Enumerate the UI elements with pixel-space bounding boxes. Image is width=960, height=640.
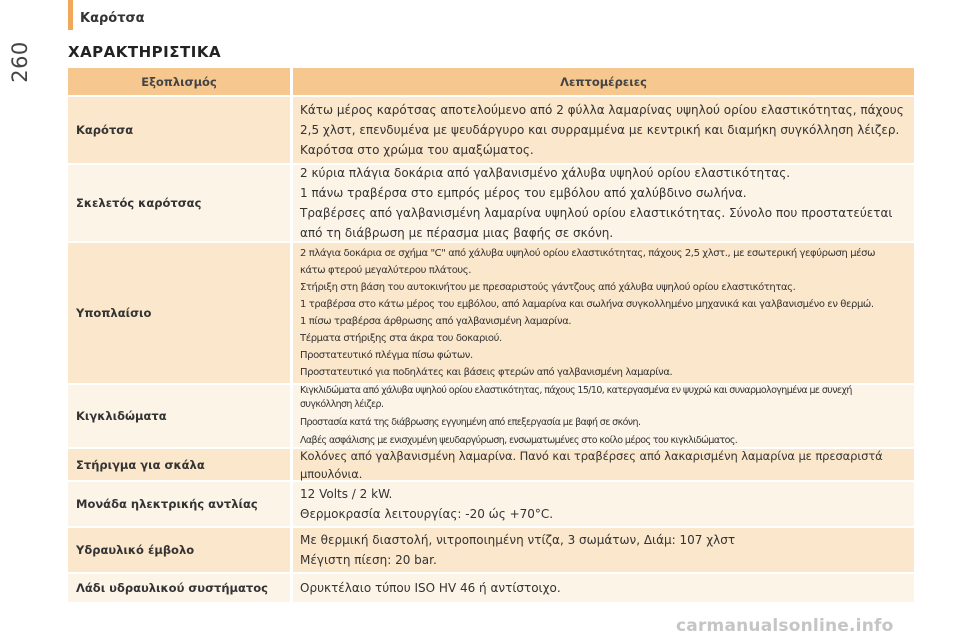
detail-line: Κάτω μέρος καρότσας αποτελούμενο από 2 φύλλα λαμαρίνας υψηλού ορίου ελαστικότητας, πάχους — [300, 103, 904, 117]
detail-line: 12 Volts / 2 kW. — [300, 487, 393, 501]
detail-line: 2 κύρια πλάγια δοκάρια από γαλβανισμένο χάλυβα υψηλού ορίου ελαστικότητας. — [300, 166, 791, 180]
detail-line: Καρότσα στο χρώμα του αμαξώματος. — [300, 143, 534, 157]
table-row — [68, 385, 914, 447]
detail-line: Τραβέρσες από γαλβανισμένη λαμαρίνα υψηλού ορίου ελαστικότητας. Σύνολο που προστατεύεται — [300, 206, 893, 220]
row-details — [293, 449, 914, 480]
row-details — [293, 97, 914, 163]
detail-line: 1 τραβέρσα στο κάτω μέρος του εμβόλου, από λαμαρίνα και σωλήνα συγκολλημένο μηχανικά και γαλβανισμένο εν θερμώ. — [300, 299, 874, 310]
detail-line: 1 πάνω τραβέρσα στο εμπρός μέρος του εμβόλου από χαλύβδινο σωλήνα. — [300, 186, 747, 200]
row-details — [293, 243, 914, 383]
row-details — [293, 574, 914, 602]
detail-line: Με θερμική διαστολή, νιτροποιημένη ντίζα, 3 σωμάτων, Διάμ: 107 χλστ — [300, 533, 736, 547]
table-row — [68, 482, 914, 526]
row-details — [293, 528, 914, 572]
detail-line: Θερμοκρασία λειτουργίας: -20 ώς +70°C. — [300, 507, 554, 521]
row-label: Σκελετός καρότσας — [68, 165, 290, 241]
table-row — [68, 528, 914, 572]
row-label: Κιγκλιδώματα — [68, 385, 290, 447]
table-row — [68, 449, 914, 480]
row-label: Λάδι υδραυλικού συστήματος — [68, 574, 290, 602]
row-details — [293, 482, 914, 526]
detail-line: κάτω φτερού μεγαλύτερου πλάτους. — [300, 265, 472, 276]
detail-line: Τέρματα στήριξης στα άκρα του δοκαριού. — [300, 333, 502, 344]
detail-line: Κιγκλιδώματα από χάλυβα υψηλού ορίου ελαστικότητας, πάχους 15/10, κατεργασμένα εν ψυχρώ και συναρμολογημένα με συνεχή συγκόλληση λέιζερ. — [300, 385, 852, 410]
detail-line: 2,5 χλστ, επενδυμένα με ψευδάργυρο και συρραμμένα με κεντρική και διαμήκη συγκόλληση λέιζερ. — [300, 123, 900, 137]
header-equipment: Εξοπλισμός — [68, 68, 290, 95]
row-label: Υποπλαίσιο — [68, 243, 290, 383]
watermark: carmanualsonline.info — [676, 616, 894, 636]
row-details — [293, 165, 914, 241]
row-label: Μονάδα ηλεκτρικής αντλίας — [68, 482, 290, 526]
table-row — [68, 574, 914, 602]
detail-line: Προστατευτικό πλέγμα πίσω φώτων. — [300, 350, 473, 361]
table-row — [68, 165, 914, 241]
detail-line: Στήριξη στη βάση του αυτοκινήτου με πρεσαριστούς γάντζους από χάλυβα υψηλού ορίου ελαστικότητας. — [300, 282, 796, 293]
header-details: Λεπτομέρειες — [293, 68, 914, 95]
detail-line: Μέγιστη πίεση: 20 bar. — [300, 553, 437, 567]
detail-line: Προστατευτικό για ποδηλάτες και βάσεις φτερών από γαλβανισμένη λαμαρίνα. — [300, 367, 673, 378]
page-title: ΧΑΡΑΚΤΗΡΙΣΤΙΚΑ — [68, 43, 222, 61]
table-row — [68, 97, 914, 163]
table-row — [68, 243, 914, 383]
table-header-row — [68, 68, 914, 95]
specifications-table — [68, 68, 914, 604]
detail-line: από τη διάβρωση με πέρασμα μιας βαφής σε σκόνη. — [300, 226, 614, 240]
row-details — [293, 385, 914, 447]
detail-line: 1 πίσω τραβέρσα άρθρωσης από γαλβανισμένη λαμαρίνα. — [300, 316, 572, 327]
row-label: Καρότσα — [68, 97, 290, 163]
row-label: Στήριγμα για σκάλα — [68, 449, 290, 480]
detail-line: Ορυκτέλαιο τύπου ISO HV 46 ή αντίστοιχο. — [300, 581, 561, 595]
section-accent-bar — [68, 0, 73, 30]
section-name: Καρότσα — [80, 11, 145, 26]
page-number: 260 — [8, 41, 32, 83]
detail-line: Κολόνες από γαλβανισμένη λαμαρίνα. Πανό και τραβέρσες από λακαρισμένη λαμαρίνα με πρεσαριστά μπουλόνια. — [300, 448, 883, 481]
detail-line: 2 πλάγια δοκάρια σε σχήμα "C" από χάλυβα υψηλού ορίου ελαστικότητας, πάχους 2,5 χλστ., με εσωτερική γεφύρωση μέσω — [300, 248, 876, 259]
detail-line: Λαβές ασφάλισης με ενισχυμένη ψευδαργύρωση, ενσωματωμένες στο κοίλο μέρος του κιγκλιδώματος. — [300, 435, 738, 446]
row-label: Υδραυλικό έμβολο — [68, 528, 290, 572]
detail-line: Προστασία κατά της διάβρωσης εγγυημένη από επεξεργασία με βαφή σε σκόνη. — [300, 417, 641, 428]
